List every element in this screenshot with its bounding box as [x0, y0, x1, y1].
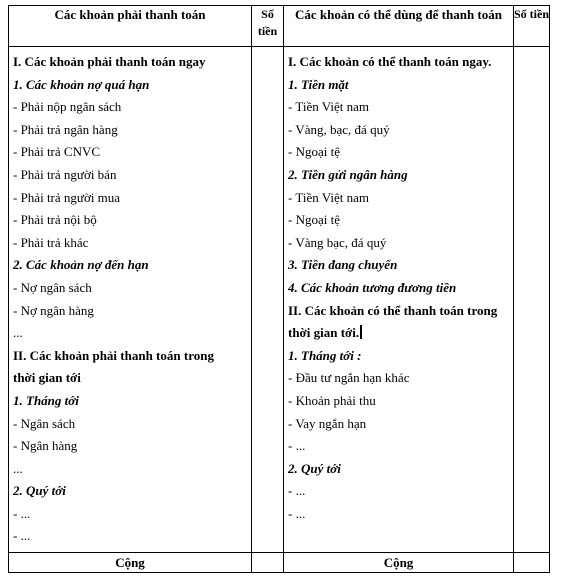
payables-item-text: - Phải trả khác	[13, 234, 89, 250]
available-item-line	[288, 480, 509, 503]
available-item-text: - ...	[288, 438, 306, 454]
available-item-line	[288, 119, 509, 142]
payables-item-text: - Phải trả người mua	[13, 189, 121, 205]
available-group-line	[288, 74, 509, 97]
payables-item-line	[13, 164, 247, 187]
available-group-line	[288, 277, 509, 300]
payables-total-amount[interactable]	[252, 553, 284, 573]
payables-item-line	[13, 413, 247, 436]
payables-item-line	[13, 525, 247, 548]
payables-item-text: - Phải trả nội bộ	[13, 212, 97, 228]
content-row	[9, 47, 550, 553]
available-item-line	[288, 96, 509, 119]
available-item-line	[288, 367, 509, 390]
payables-section-line	[13, 345, 247, 368]
payables-section-line	[13, 51, 247, 74]
available-item-text: - Đầu tư ngắn hạn khác	[288, 370, 410, 386]
payables-item-line	[13, 187, 247, 210]
payables-total-label: Cộng	[9, 553, 252, 573]
header-row	[9, 6, 550, 47]
available-section-text: thời gian tới.	[288, 325, 360, 341]
payables-section-text: II. Các khoản phải thanh toán trong	[13, 347, 214, 363]
payables-item-text: - ...	[13, 528, 31, 544]
payables-section-text: I. Các khoản phải thanh toán ngay	[13, 54, 206, 69]
available-item-text: - ...	[288, 505, 306, 521]
available-item-text: - Tiền Việt nam	[288, 189, 369, 205]
payables-item-text: - Phải nộp ngân sách	[13, 99, 122, 115]
payables-group-text: 1. Các khoản nợ quá hạn	[13, 76, 150, 92]
payables-item-text: ...	[13, 325, 23, 341]
payables-item-text: - Nợ ngân sách	[13, 279, 92, 295]
payables-item-line	[13, 232, 247, 255]
available-section-text: II. Các khoản có thể thanh toán trong	[288, 302, 498, 318]
available-total-label: Cộng	[284, 553, 514, 573]
payables-section-line	[13, 367, 247, 390]
text-cursor	[360, 325, 362, 339]
payables-cell	[9, 47, 252, 553]
payables-item-line	[13, 322, 247, 345]
available-item-text: - Ngoại tệ	[288, 212, 340, 228]
payables-group-line	[13, 74, 247, 97]
available-item-text: - ...	[288, 483, 306, 499]
available-group-text: 2. Tiền gửi ngân hàng	[288, 166, 408, 182]
payables-item-text: - Ngân sách	[13, 415, 76, 431]
document-page	[8, 5, 549, 573]
available-item-line	[288, 503, 509, 526]
available-group-text: 3. Tiền đang chuyển	[288, 257, 398, 273]
payables-section-text: thời gian tới	[13, 370, 81, 386]
available-amount-cell[interactable]	[514, 47, 550, 553]
available-item-line	[288, 390, 509, 413]
available-section-line	[288, 300, 509, 323]
available-section-line	[288, 322, 509, 345]
payables-group-text: 2. Các khoản nợ đến hạn	[13, 257, 149, 273]
payables-item-text: - Phải trả ngân hàng	[13, 121, 118, 137]
available-item-text: - Vàng, bạc, đá quý	[288, 121, 390, 137]
header-available-funds: Các khoản có thể dùng để thanh toán	[284, 6, 514, 47]
available-item-line	[288, 413, 509, 436]
available-item-text: - Tiền Việt nam	[288, 99, 369, 115]
payables-item-line	[13, 141, 247, 164]
header-available-amount: Số tiền	[514, 6, 550, 47]
payables-item-text: - Nợ ngân hàng	[13, 302, 94, 318]
payment-table	[8, 5, 550, 573]
payables-item-text: - Ngân hàng	[13, 438, 78, 454]
total-row	[9, 553, 550, 573]
payables-item-line	[13, 209, 247, 232]
payables-amount-cell[interactable]	[252, 47, 284, 553]
available-group-text: 1. Tiền mặt	[288, 76, 349, 92]
available-item-text: - Vay ngắn hạn	[288, 415, 367, 431]
available-section-text: I. Các khoản có thể thanh toán ngay.	[288, 54, 492, 69]
payables-group-line	[13, 390, 247, 413]
available-item-text: - Khoản phải thu	[288, 392, 376, 408]
header-payables-amount: Số tiền	[252, 6, 284, 47]
payables-item-text: ...	[13, 460, 23, 476]
payables-item-line	[13, 119, 247, 142]
available-item-line	[288, 232, 509, 255]
available-item-text: - Vàng bạc, đá quý	[288, 234, 387, 250]
payables-group-line	[13, 480, 247, 503]
payables-item-line	[13, 300, 247, 323]
payables-item-text: - Phải trả CNVC	[13, 144, 101, 160]
header-payables: Các khoản phải thanh toán	[9, 6, 252, 47]
payables-item-line	[13, 458, 247, 481]
available-item-line	[288, 435, 509, 458]
payables-item-line	[13, 96, 247, 119]
available-group-text: 4. Các khoản tương đương tiền	[288, 279, 457, 295]
available-funds-cell	[284, 47, 514, 553]
payables-item-text: - Phải trả người bán	[13, 166, 117, 182]
payables-group-line	[13, 254, 247, 277]
available-funds-list	[284, 47, 513, 525]
available-group-line	[288, 458, 509, 481]
payables-group-text: 1. Tháng tới	[13, 392, 79, 408]
payables-item-line	[13, 435, 247, 458]
available-group-line	[288, 345, 509, 368]
available-item-line	[288, 141, 509, 164]
available-total-amount[interactable]	[514, 553, 550, 573]
available-group-text: 2. Quý tới	[288, 460, 341, 476]
available-item-line	[288, 209, 509, 232]
payables-item-line	[13, 503, 247, 526]
available-item-text: - Ngoại tệ	[288, 144, 340, 160]
payables-item-text: - ...	[13, 505, 31, 521]
payables-group-text: 2. Quý tới	[13, 483, 66, 499]
available-group-text: 1. Tháng tới :	[288, 347, 362, 363]
payables-item-line	[13, 277, 247, 300]
available-section-line	[288, 51, 509, 74]
payables-list	[9, 47, 251, 548]
available-item-line	[288, 187, 509, 210]
available-group-line	[288, 164, 509, 187]
available-group-line	[288, 254, 509, 277]
